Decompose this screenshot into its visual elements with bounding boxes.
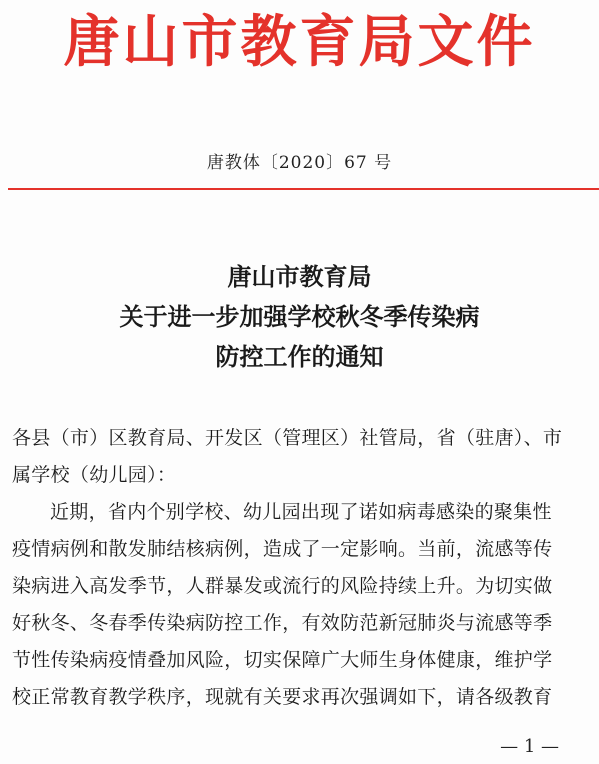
addressee-line-2: 属学校（幼儿园）： [12,464,177,486]
page-number: — 1 — [500,736,559,757]
paragraph-line-1: 近期，省内个别学校、幼儿园出现了诺如病毒感染的聚集性 [50,501,552,523]
title-line-3: 防控工作的通知 [215,342,384,371]
paragraph-line-4: 好秋冬、冬春季传染病防控工作，有效防范新冠肺炎与流感等季 [12,612,553,634]
document-number: 唐教体〔2020〕67 号 [206,153,393,173]
addressee-line-1: 各县（市）区教育局、开发区（管理区）社管局，省（驻唐）、市 [12,427,563,449]
paragraph-line-6: 校正常教育教学秩序，现就有关要求再次强调如下，请各级教育 [12,686,553,708]
paragraph-line-2: 疫情病例和散发肺结核病例，造成了一定影响。当前，流感等传 [12,538,553,560]
paragraph-line-5: 节性传染病疫情叠加风险，切实保障广大师生身体健康，维护学 [12,649,553,671]
title-line-2: 关于进一步加强学校秋冬季传染病 [119,302,480,331]
notice-title [0,257,599,377]
paragraph-line-3: 染病进入高发季节，人群暴发或流行的风险持续上升。为切实做 [12,575,553,597]
title-line-1: 唐山市教育局 [227,262,372,291]
document-body [12,420,590,716]
document-masthead: 唐山市教育局文件 [63,9,536,75]
red-divider-line [8,188,599,190]
